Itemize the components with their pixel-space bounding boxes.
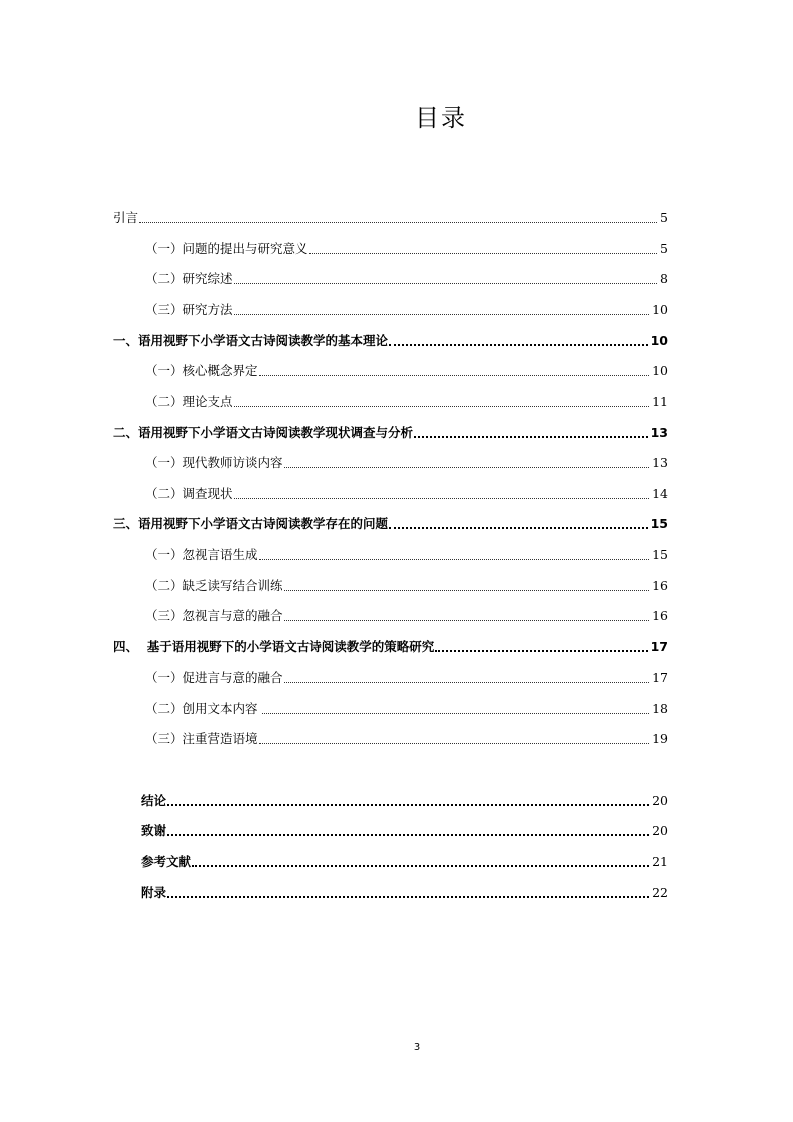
toc-entry-label: （二）理论支点 — [145, 394, 233, 409]
dot-leader — [414, 436, 648, 438]
toc-entry-page: 20 — [652, 823, 668, 838]
toc-entry-label: （二）研究综述 — [145, 271, 233, 286]
toc-entry-page: 17 — [650, 639, 668, 654]
page-number: 3 — [413, 1042, 421, 1053]
toc-entry-page: 13 — [650, 425, 668, 440]
toc-entry-label: （一）忽视言语生成 — [145, 547, 258, 562]
toc-entry-1-3[interactable] — [145, 300, 668, 320]
toc-entry-label: （三）忽视言与意的融合 — [145, 608, 283, 623]
toc-entry-references[interactable] — [141, 852, 668, 872]
dot-leader — [262, 713, 649, 714]
toc-entry-page: 10 — [652, 363, 668, 378]
dot-leader — [259, 559, 650, 560]
toc-entry-1-2[interactable] — [145, 269, 668, 289]
toc-entry-5-2[interactable] — [145, 699, 668, 719]
toc-entry-label: 参考文献 — [141, 854, 192, 869]
toc-entry-label: 引言 — [113, 210, 139, 225]
toc-entry-label: （二）缺乏读写结合训练 — [145, 578, 283, 593]
toc-entry-page: 10 — [650, 333, 668, 348]
toc-entry-3-1[interactable] — [145, 453, 668, 473]
dot-leader — [234, 498, 650, 499]
toc-entry-appendix[interactable] — [141, 883, 668, 903]
dot-leader — [234, 314, 650, 315]
toc-entry-label: （三）研究方法 — [145, 302, 233, 317]
toc-entry-label: 致谢 — [141, 823, 167, 838]
dot-leader — [284, 590, 650, 591]
toc-entry-chapter-3[interactable] — [113, 514, 668, 534]
toc-entry-acknowledgements[interactable] — [141, 821, 668, 841]
toc-entry-page: 13 — [652, 455, 668, 470]
dot-leader — [284, 620, 650, 621]
toc-entry-page: 5 — [660, 210, 668, 225]
toc-entry-label: 结论 — [141, 793, 167, 808]
toc-entry-label: （二）调查现状 — [145, 486, 233, 501]
dot-leader — [192, 865, 649, 867]
dot-leader — [167, 834, 649, 836]
toc-entry-label: 四、 基于语用视野下的小学语文古诗阅读教学的策略研究 — [113, 639, 435, 654]
toc-entry-label: （三）注重营造语境 — [145, 731, 258, 746]
toc-entry-introduction[interactable] — [113, 208, 668, 228]
toc-entry-page: 11 — [652, 394, 668, 409]
toc-entry-2-1[interactable] — [145, 361, 668, 381]
toc-entry-page: 16 — [652, 608, 668, 623]
dot-leader — [284, 682, 650, 683]
toc-entry-label: 二、语用视野下小学语文古诗阅读教学现状调查与分析 — [113, 425, 414, 440]
toc-entry-page: 10 — [652, 302, 668, 317]
toc-entry-page: 20 — [652, 793, 668, 808]
toc-entry-label: 一、语用视野下小学语文古诗阅读教学的基本理论 — [113, 333, 389, 348]
toc-entry-chapter-4[interactable] — [113, 637, 668, 657]
toc-entry-4-1[interactable] — [145, 545, 668, 565]
toc-entry-label: （一）现代教师访谈内容 — [145, 455, 283, 470]
toc-entry-1-1[interactable] — [145, 239, 668, 259]
dot-leader — [309, 253, 657, 254]
toc-entry-conclusion[interactable] — [141, 791, 668, 811]
page-title: 目录 — [415, 104, 467, 132]
dot-leader — [234, 283, 657, 284]
dot-leader — [284, 467, 650, 468]
toc-entry-label: （一）问题的提出与研究意义 — [145, 241, 308, 256]
toc-entry-page: 5 — [660, 241, 668, 256]
toc-entry-label: 附录 — [141, 885, 167, 900]
dot-leader — [234, 406, 650, 407]
toc-entry-page: 15 — [652, 547, 668, 562]
toc-entry-page: 15 — [650, 516, 668, 531]
dot-leader — [389, 344, 648, 346]
toc-entry-label: 三、语用视野下小学语文古诗阅读教学存在的问题 — [113, 516, 389, 531]
dot-leader — [167, 896, 649, 898]
dot-leader — [389, 527, 648, 529]
dot-leader — [167, 804, 649, 806]
toc-entry-label: （一）核心概念界定 — [145, 363, 258, 378]
toc-entry-page: 18 — [652, 701, 668, 716]
toc-entry-page: 22 — [652, 885, 668, 900]
toc-entry-label: （一）促进言与意的融合 — [145, 670, 283, 685]
toc-entry-page: 16 — [652, 578, 668, 593]
toc-entry-chapter-1[interactable] — [113, 331, 668, 351]
dot-leader — [259, 743, 650, 744]
toc-entry-page: 14 — [652, 486, 668, 501]
toc-entry-label: （二）创用文本内容 — [145, 701, 262, 716]
toc-entry-4-2[interactable] — [145, 576, 668, 596]
toc-entry-page: 8 — [660, 271, 668, 286]
dot-leader — [139, 222, 657, 223]
toc-entry-5-1[interactable] — [145, 668, 668, 688]
toc-entry-3-2[interactable] — [145, 484, 668, 504]
toc-entry-2-2[interactable] — [145, 392, 668, 412]
dot-leader — [259, 375, 650, 376]
toc-entry-page: 17 — [652, 670, 668, 685]
toc-entry-5-3[interactable] — [145, 729, 668, 749]
toc-entry-4-3[interactable] — [145, 606, 668, 626]
dot-leader — [435, 650, 647, 652]
toc-entry-page: 21 — [652, 854, 668, 869]
toc-entry-chapter-2[interactable] — [113, 423, 668, 443]
toc-entry-page: 19 — [652, 731, 668, 746]
